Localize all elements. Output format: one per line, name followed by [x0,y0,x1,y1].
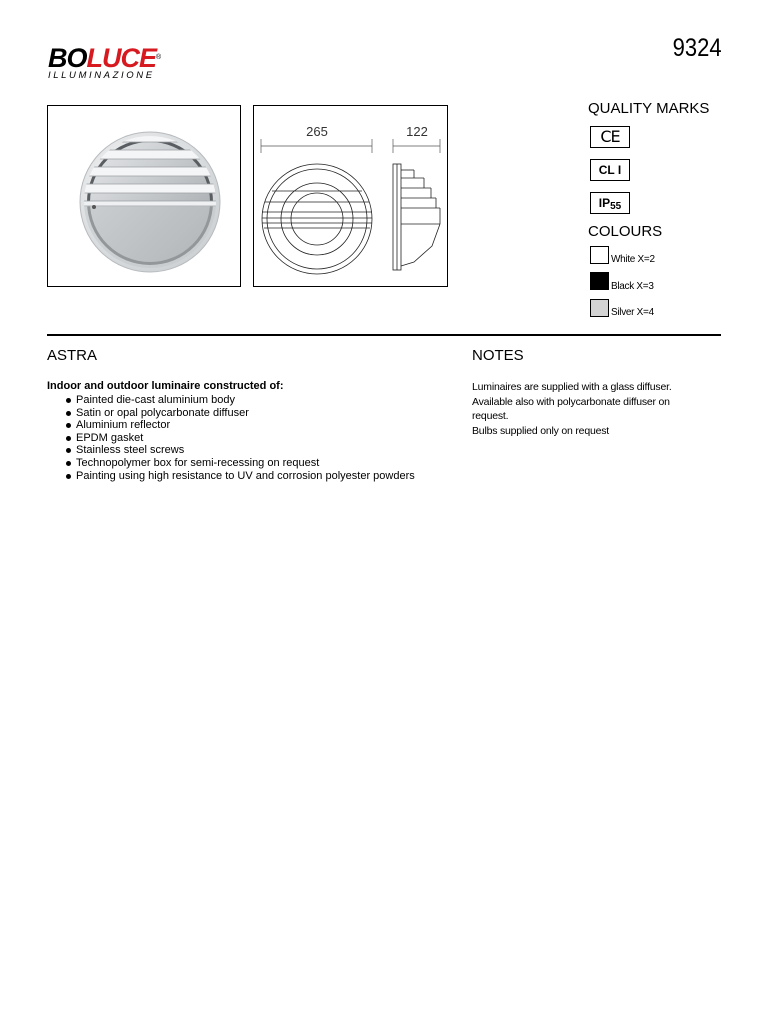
quality-marks-title: QUALITY MARKS [588,100,710,117]
class-mark: CL I [590,159,630,181]
feature-list [76,394,415,482]
list-item: Aluminium reflector [76,419,415,432]
product-photo [47,105,241,287]
list-item: EPDM gasket [76,432,415,445]
product-code: 9324 [673,34,722,62]
colours-title: COLOURS [588,223,663,240]
colour-swatch-silver [590,299,609,317]
description-intro: Indoor and outdoor luminaire constructed of: [47,380,284,392]
colour-label-white: White X=2 [611,254,655,265]
product-name: ASTRA [47,347,98,364]
technical-drawing [253,105,448,287]
colour-swatch-black [590,272,609,290]
colour-label-black: Black X=3 [611,281,654,292]
logo-subtitle: ILLUMINAZIONE [48,70,155,81]
luminaire-photo-image [48,106,242,288]
notes-title: NOTES [472,347,524,364]
depth-dimension-label: 122 [406,124,428,139]
section-divider [47,334,721,336]
brand-logo [48,44,178,84]
notes-line: Available also with polycarbonate diffuser on [472,395,670,408]
ce-mark: CE [590,126,630,148]
width-dimension-label: 265 [306,124,328,139]
list-item: Stainless steel screws [76,444,415,457]
dimension-drawing [254,106,449,288]
notes-text [472,380,702,438]
colour-label-silver: Silver X=4 [611,307,654,318]
notes-line: request. [472,410,509,422]
colour-swatch-white [590,246,609,264]
list-item: Painted die-cast aluminium body [76,394,415,407]
list-item: Painting using high resistance to UV and corrosion polyester powders [76,469,415,482]
notes-line: Luminaires are supplied with a glass diffuser. [472,381,672,393]
list-item: Technopolymer box for semi-recessing on request [76,457,415,470]
ip-rating-mark: IP55 [590,192,630,214]
list-item: Satin or opal polycarbonate diffuser [76,407,415,420]
notes-line: Bulbs supplied only on request [472,424,610,437]
logo-wordmark: BOLUCE® [48,43,161,73]
